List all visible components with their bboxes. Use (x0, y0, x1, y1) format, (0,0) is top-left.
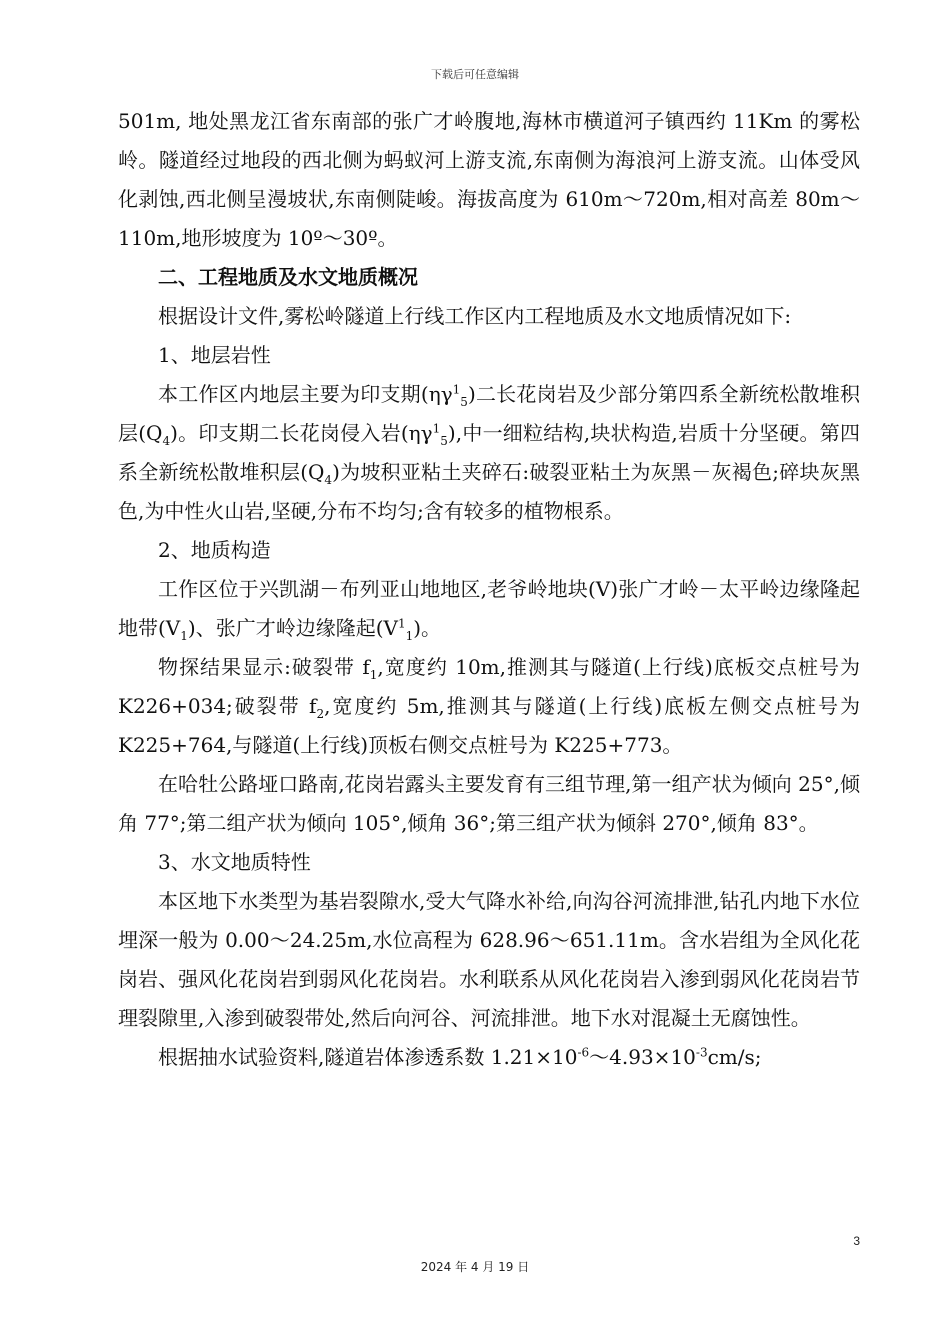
subheading-hydrology: 3、水文地质特性 (158, 850, 311, 874)
paragraph-intro: 根据设计文件,雾松岭隧道上行线工作区内工程地质及水文地质情况如下: (158, 304, 792, 328)
page-header: 下载后可任意编辑 (431, 68, 519, 81)
subheading-structure: 2、地质构造 (158, 538, 271, 562)
paragraph-structure: 工作区位于兴凯湖－布列亚山地地区,老爷岭地块(V)张广才岭－太平岭边缘隆起地带$(V_1)$、张广才岭边缘隆起$(V^1_1)$。 (118, 577, 860, 643)
paragraph-permeability: 根据抽水试验资料,隧道岩体渗透系数 $1.21\times 10^{-6}\sim 4.93\times 10^{-3}cm/s$; (158, 1045, 762, 1069)
section-heading-geology: 二、工程地质及水文地质概况 (158, 265, 418, 289)
document-body (118, 102, 860, 1077)
paragraph-groundwater: 本区地下水类型为基岩裂隙水,受大气降水补给,向沟谷河流排泄,钻孔内地下水位埋深一般为 0.00～24.25m,水位高程为 628.96～651.11m。含水岩组为全风化花岗岩、强风化花岗岩到弱风化花岗岩。水利联系从风化花岗岩入渗到弱风化花岗岩节理裂隙里,入渗到破裂带处,然后向河谷、河流排泄。地下水对混凝土无腐蚀性。 (118, 889, 860, 1030)
subheading-strata: 1、地层岩性 (158, 343, 271, 367)
paragraph-strata: 本工作区内地层主要为印支期$(\eta\gamma^1_5)$二长花岗岩及少部分第四系全新统松散堆积层$(Q_4)$。印支期二长花岗侵入岩$(\eta\gamma^1_5)$,中一细粒结构,块状构造,岩质十分坚硬。第四系全新统松散堆积层$(Q_4)$为坡积亚粘土夹碎石:破裂亚粘土为灰黑－灰褐色;碎块灰黑色,为中性火山岩,坚硬,分布不均匀;含有较多的植物根系。 (118, 382, 861, 523)
paragraph-geophysics: 物探结果显示:破裂带 $f_1$,宽度约 10m,推测其与隧道(上行线)底板交点桩号为 K226+034;破裂带 $f_2$,宽度约 5m,推测其与隧道(上行线)底板左侧交点桩号为 K225+764,与隧道(上行线)顶板右侧交点桩号为 K225+773。 (118, 655, 861, 757)
footer-date: 2024 年 4 月 19 日 (420, 1260, 530, 1274)
paragraph-location: 501m, 地处黑龙江省东南部的张广才岭腹地,海林市横道河子镇西约 11Km 的雾松岭。隧道经过地段的西北侧为蚂蚁河上游支流,东南侧为海浪河上游支流。山体受风化剥蚀,西北侧呈漫坡状,东南侧陡峻。海拔高度为 610m～720m,相对高差 80m～110m,地形坡度为 10º～30º。 (118, 109, 860, 250)
page-number: 3 (853, 1234, 860, 1248)
paragraph-joints: 在哈牡公路垭口路南,花岗岩露头主要发育有三组节理,第一组产状为倾向 25°,倾角 77°;第二组产状为倾向 105°,倾角 36°;第三组产状为倾斜 270°,倾角 83°。 (118, 772, 860, 835)
